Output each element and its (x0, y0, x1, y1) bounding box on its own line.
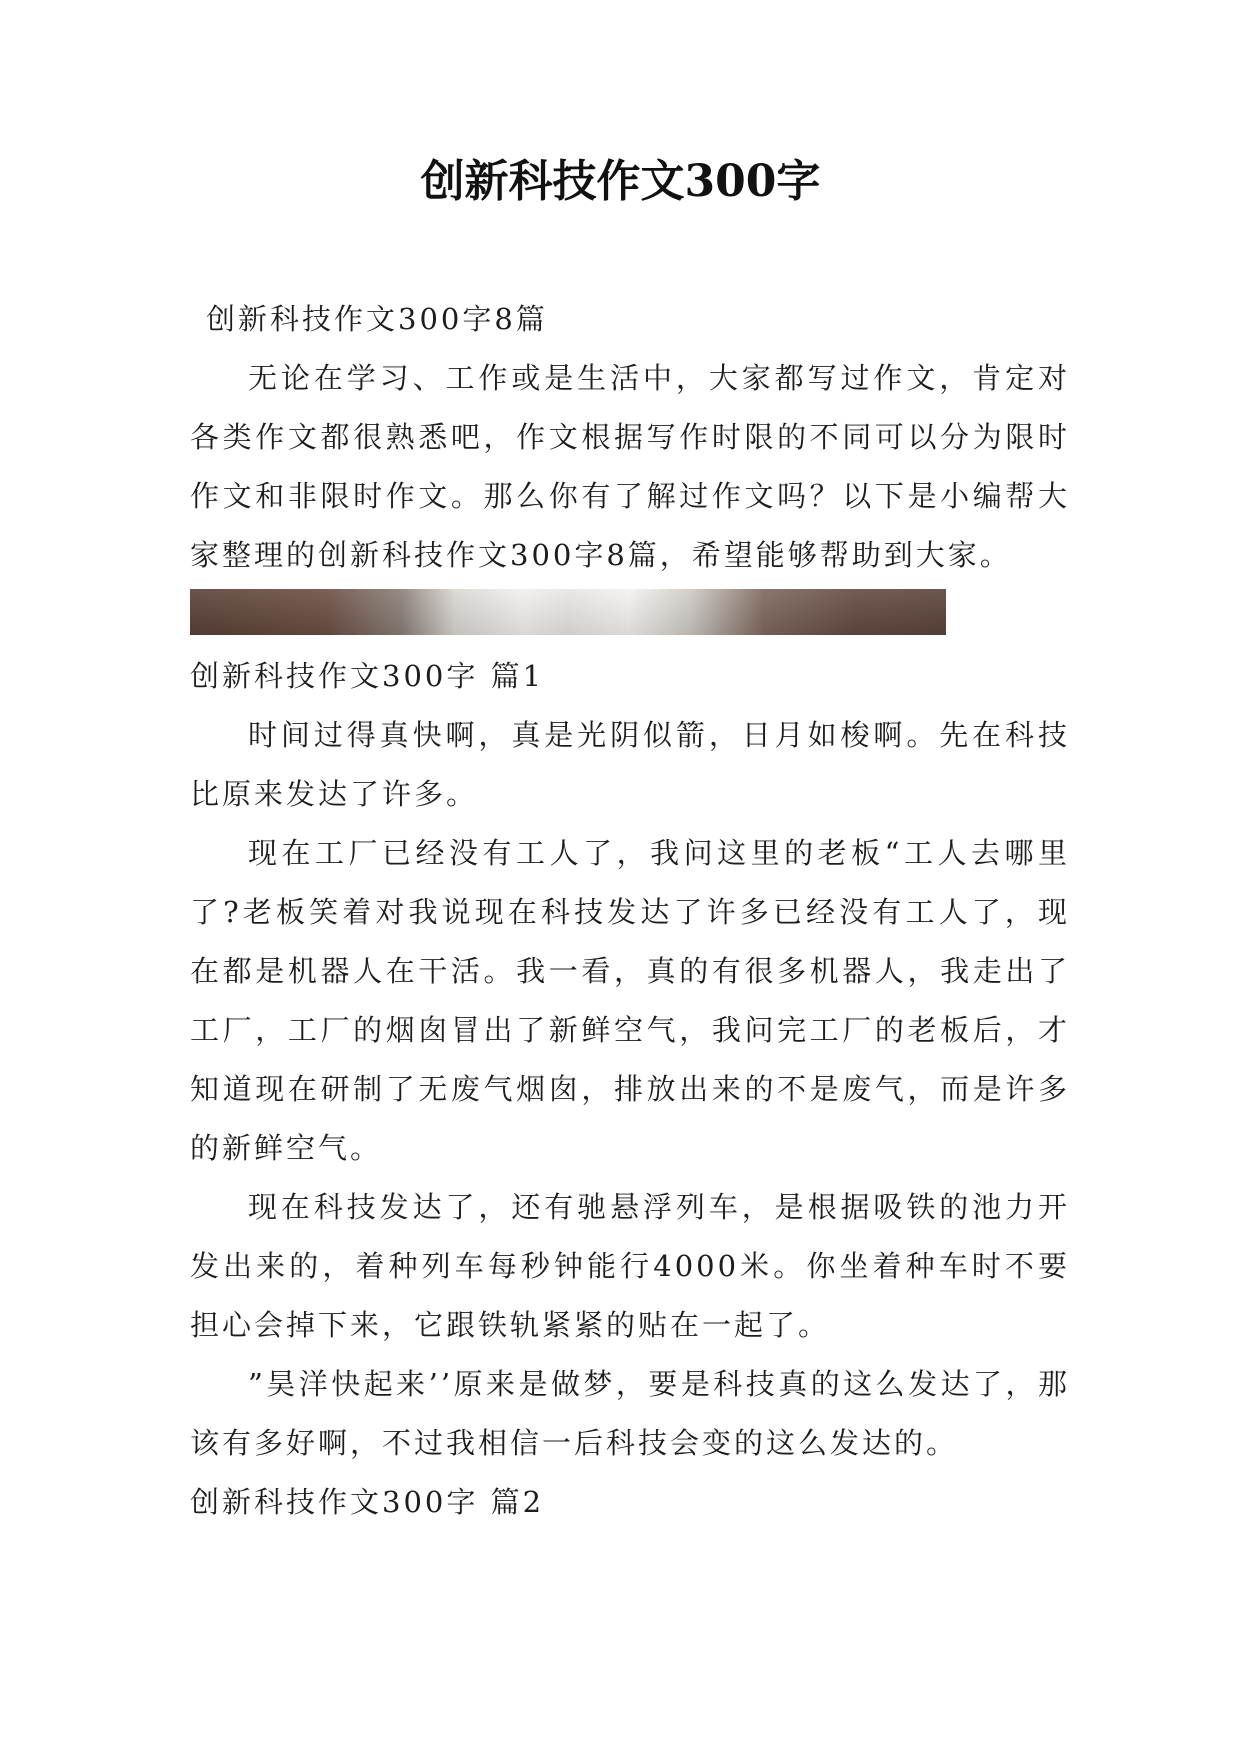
section-1-paragraph-2: 现在工厂已经没有工人了，我问这里的老板“工人去哪里了?老板笑着对我说现在科技发达了许多已经没有工人了，现在都是机器人在干活。我一看，真的有很多机器人，我走出了工厂，工厂的烟囱冒出了新鲜空气，我问完工厂的老板后，才知道现在研制了无废气烟囱，排放出来的不是废气，而是许多的新鲜空气。 (190, 836, 1070, 1165)
section-1-paragraph-1: 时间过得真快啊，真是光阴似箭，日月如梭啊。先在科技比原来发达了许多。 (190, 718, 1070, 811)
banner-image (190, 589, 946, 635)
document-title: 创新科技作文300字 (420, 156, 821, 207)
section-heading-1: 创新科技作文300字 篇1 (190, 659, 545, 693)
intro-paragraph: 无论在学习、工作或是生活中，大家都写过作文，肯定对各类作文都很熟悉吧，作文根据写作时限的不同可以分为限时作文和非限时作文。那么你有了解过作文吗？以下是小编帮大家整理的创新科技作文300字8篇，希望能够帮助到大家。 (190, 361, 1070, 572)
document-subtitle: 创新科技作文300字8篇 (206, 302, 548, 336)
section-1-paragraph-4: ”昊洋快起来’’原来是做梦，要是科技真的这么发达了，那该有多好啊，不过我相信一后科技会变的这么发达的。 (190, 1367, 1070, 1460)
section-heading-2: 创新科技作文300字 篇2 (190, 1485, 545, 1519)
banner-shade (190, 589, 946, 635)
document-body (190, 290, 1070, 1532)
section-1-paragraph-3: 现在科技发达了，还有驰悬浮列车，是根据吸铁的池力开发出来的，着种列车每秒钟能行4000米。你坐着种车时不要担心会掉下来，它跟铁轨紧紧的贴在一起了。 (190, 1190, 1070, 1342)
